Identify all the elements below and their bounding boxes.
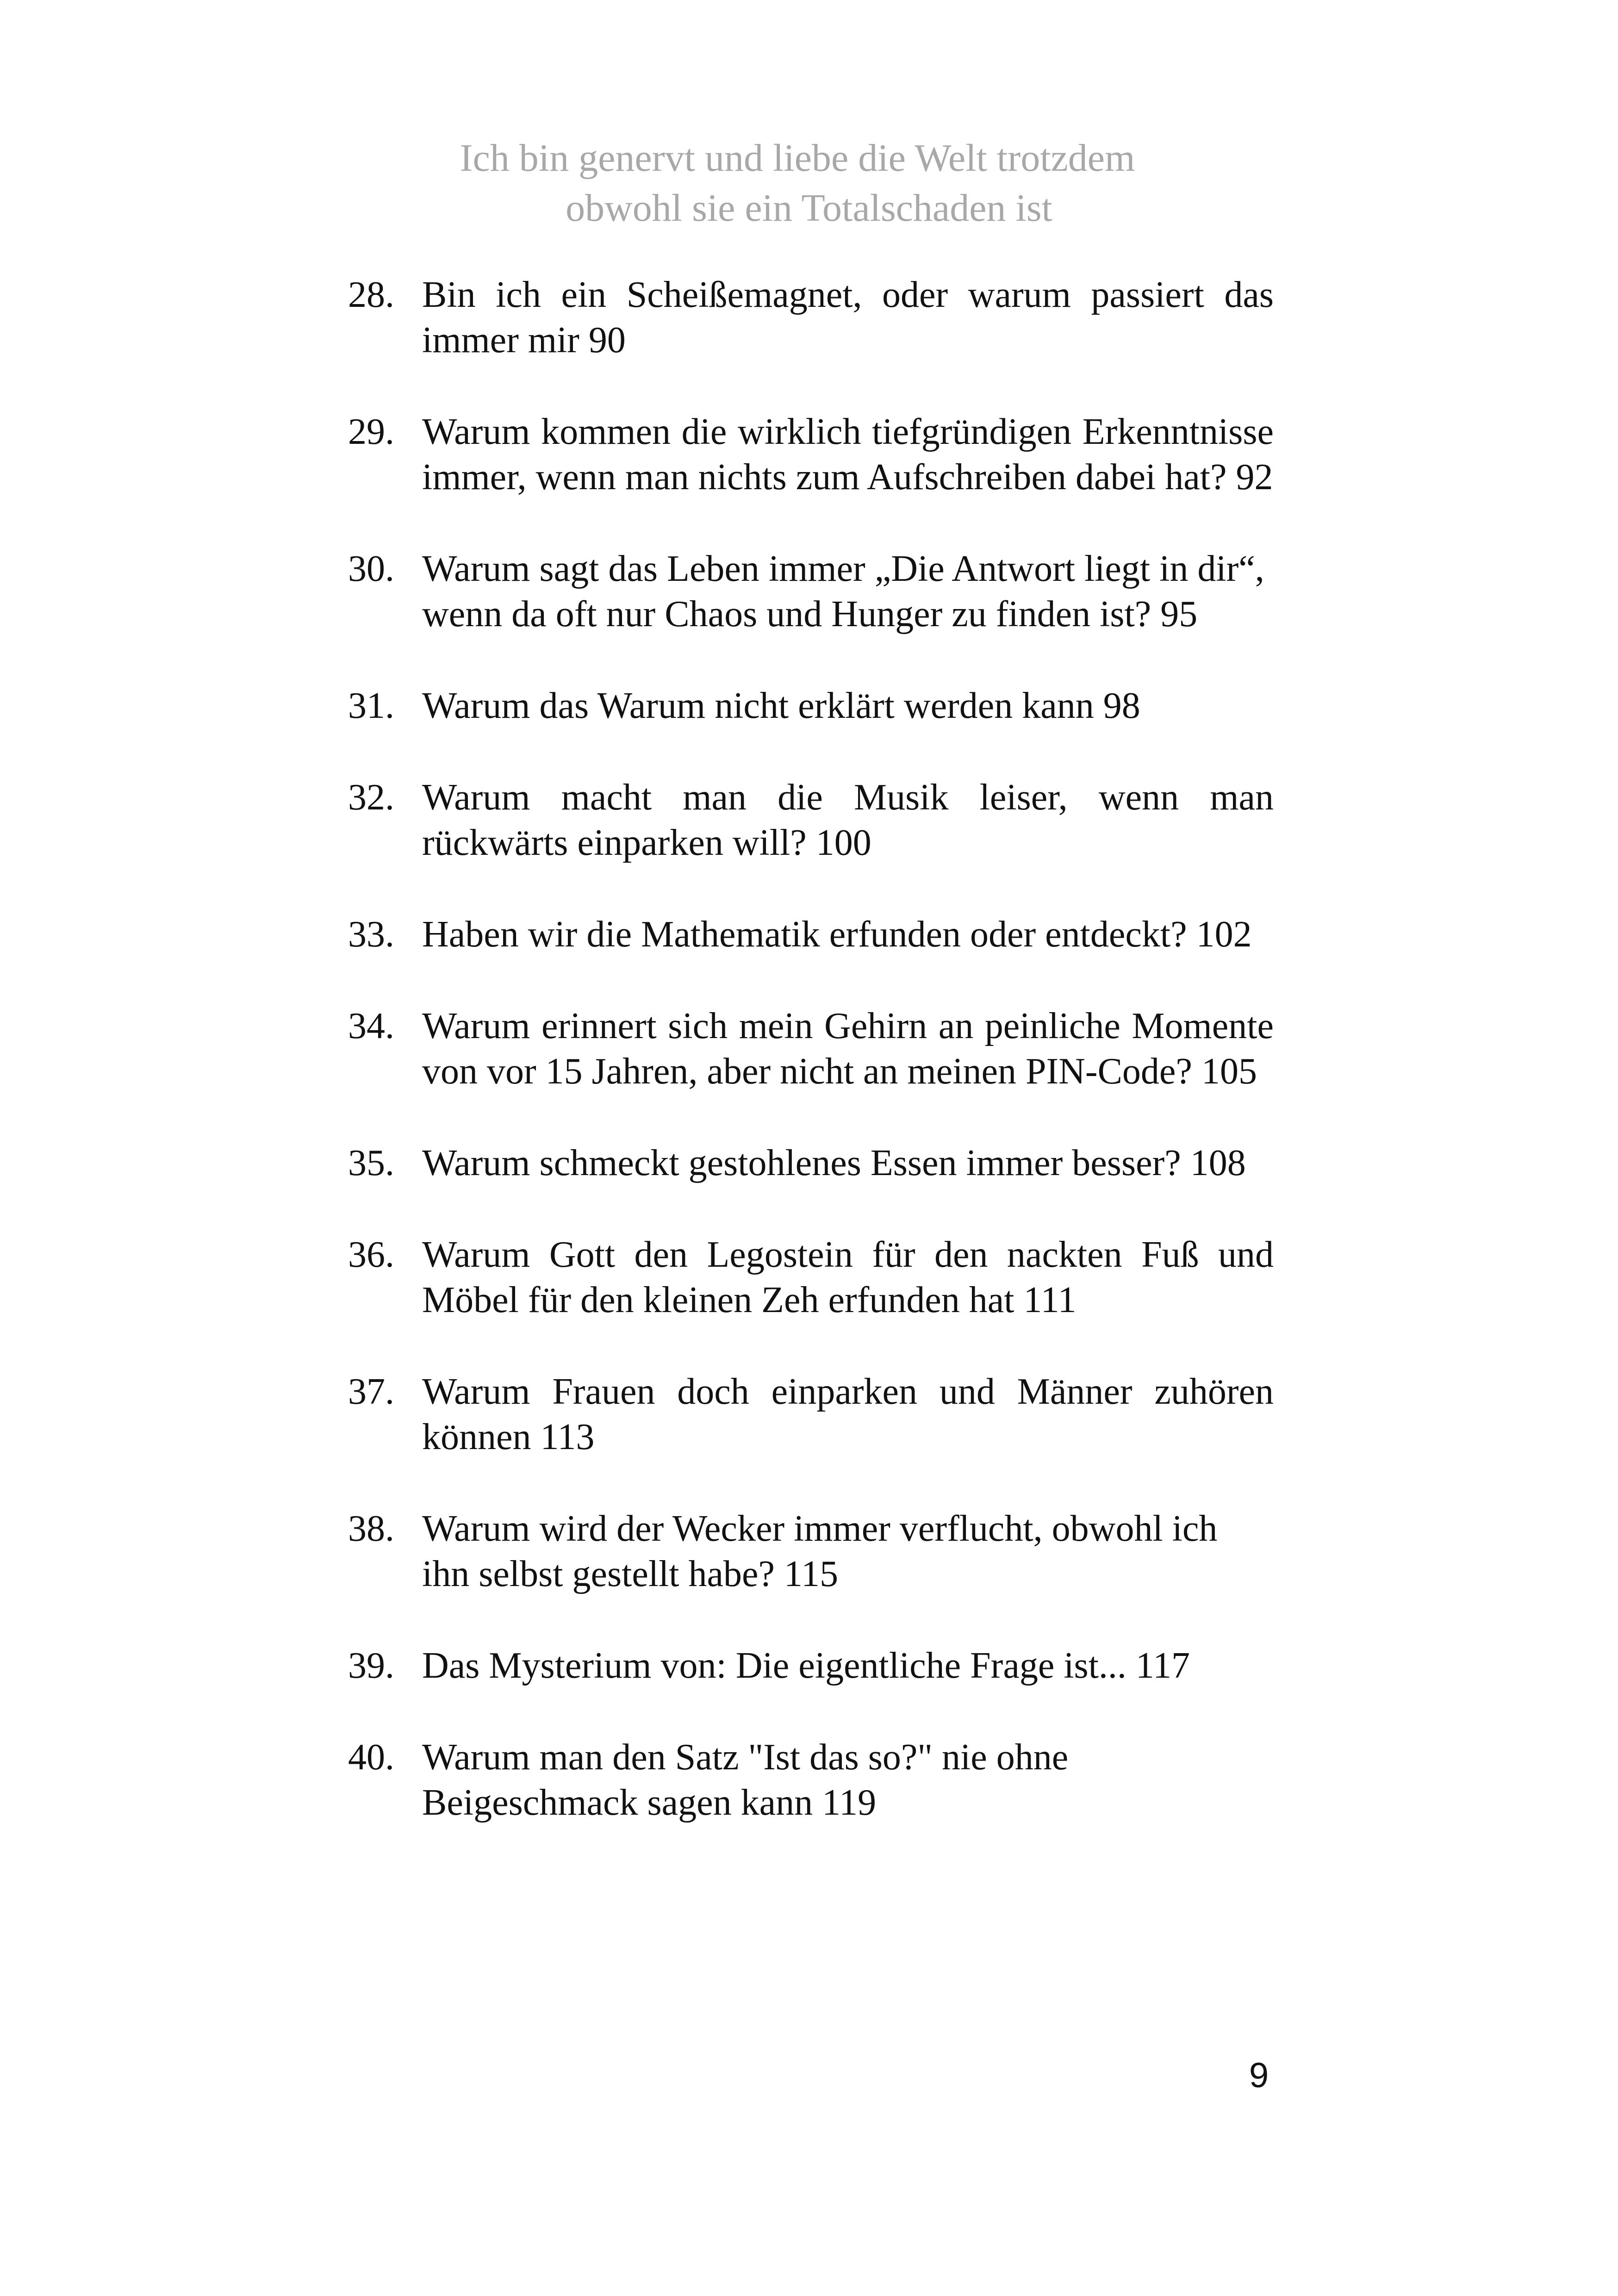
toc-entry-37	[348, 1369, 1274, 1460]
toc-entry-title: Warum kommen die wirklich tiefgründigen Erkenntnisse immer, wenn man nichts zum Aufschreiben dabei hat? 92	[422, 411, 1274, 498]
header-line-1: Ich bin genervt und liebe die Welt trotzdem	[460, 137, 1135, 180]
toc-entry-title: Warum schmeckt gestohlenes Essen immer besser? 108	[422, 1143, 1246, 1183]
toc-entry-title: Warum sagt das Leben immer „Die Antwort liegt in dir“, wenn da oft nur Chaos und Hunger zu finden ist? 95	[422, 548, 1264, 635]
toc-entry-title: Warum macht man die Musik leiser, wenn man rückwärts einparken will? 100	[422, 777, 1274, 863]
toc-entry-30	[348, 546, 1274, 637]
toc-entry-number: 32.	[348, 777, 394, 818]
toc-entry-title: Haben wir die Mathematik erfunden oder entdeckt? 102	[422, 914, 1252, 955]
toc-entry-number: 38.	[348, 1508, 394, 1549]
running-header	[0, 133, 1618, 233]
toc-entry-number: 36.	[348, 1234, 394, 1275]
header-line-2: obwohl sie ein Totalschaden ist	[566, 187, 1052, 230]
toc-entry-36	[348, 1232, 1274, 1323]
toc-entry-31	[348, 683, 1274, 728]
table-of-contents	[348, 272, 1274, 1872]
toc-entry-33	[348, 912, 1274, 957]
toc-entry-number: 28.	[348, 274, 394, 315]
toc-entry-number: 31.	[348, 685, 394, 726]
toc-entry-32	[348, 775, 1274, 865]
toc-entry-title: Bin ich ein Scheißemagnet, oder warum passiert das immer mir 90	[422, 274, 1274, 361]
toc-entry-number: 33.	[348, 914, 394, 955]
toc-entry-title: Warum Frauen doch einparken und Männer zuhören können 113	[422, 1371, 1274, 1457]
toc-entry-title: Das Mysterium von: Die eigentliche Frage ist... 117	[422, 1645, 1190, 1686]
toc-entry-number: 39.	[348, 1645, 394, 1686]
toc-entry-number: 30.	[348, 548, 394, 589]
toc-entry-34	[348, 1003, 1274, 1094]
toc-entry-number: 35.	[348, 1143, 394, 1183]
toc-entry-29	[348, 409, 1274, 500]
toc-entry-number: 37.	[348, 1371, 394, 1412]
toc-entry-40	[348, 1735, 1274, 1825]
toc-entry-39	[348, 1643, 1274, 1688]
toc-entry-28	[348, 272, 1274, 363]
toc-entry-title: Warum das Warum nicht erklärt werden kann 98	[422, 685, 1140, 726]
toc-entry-title: Warum man den Satz "Ist das so?" nie ohne Beigeschmack sagen kann 119	[422, 1737, 1069, 1823]
toc-entry-title: Warum erinnert sich mein Gehirn an peinliche Momente von vor 15 Jahren, aber nicht an meinen PIN-Code? 105	[422, 1006, 1274, 1092]
toc-entry-number: 40.	[348, 1737, 394, 1778]
toc-entry-38	[348, 1506, 1274, 1597]
toc-entry-title: Warum Gott den Legostein für den nackten Fuß und Möbel für den kleinen Zeh erfunden hat 111	[422, 1234, 1274, 1320]
toc-entry-number: 34.	[348, 1006, 394, 1046]
toc-entry-title: Warum wird der Wecker immer verflucht, obwohl ich ihn selbst gestellt habe? 115	[422, 1508, 1218, 1594]
toc-entry-35	[348, 1140, 1274, 1186]
toc-entry-number: 29.	[348, 411, 394, 452]
page-number: 9	[1249, 2056, 1269, 2095]
